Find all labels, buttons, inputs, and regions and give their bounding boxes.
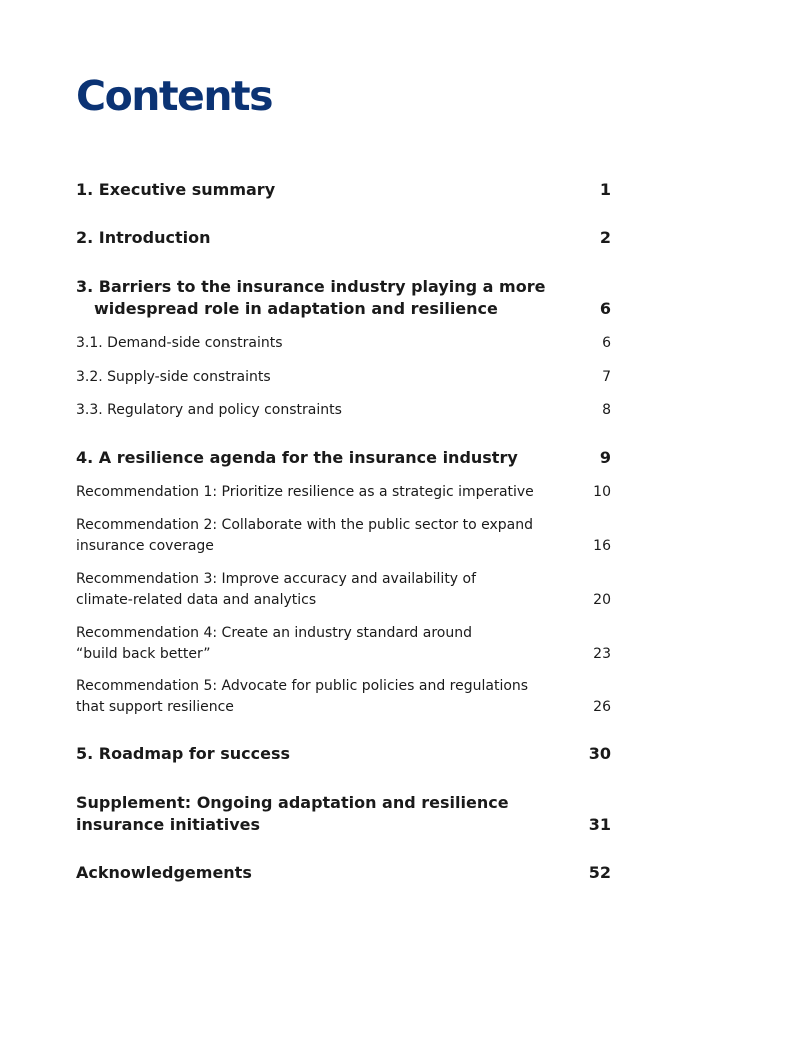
- toc-entry-label: Recommendation 5: Advocate for public policies and regulations that support resilience: [76, 678, 529, 715]
- toc-entry-supplement[interactable]: [76, 792, 611, 836]
- toc-entry-resilience-agenda[interactable]: [76, 447, 611, 469]
- toc-entry-roadmap[interactable]: [76, 743, 611, 765]
- toc-entry-page: 2: [599, 228, 611, 247]
- toc-entry-label: Supplement: Ongoing adaptation and resilience insurance initiatives: [76, 793, 509, 834]
- toc-entry-label: 1. Executive summary: [76, 180, 276, 199]
- toc-entry-recommendation-3[interactable]: [76, 569, 611, 610]
- toc-entry-supply-side[interactable]: [76, 367, 611, 388]
- toc-entry-recommendation-4[interactable]: [76, 623, 611, 664]
- toc-entry-page: 30: [588, 744, 611, 763]
- toc-entry-introduction[interactable]: [76, 227, 611, 249]
- toc-entry-label: Acknowledgements: [76, 863, 252, 882]
- toc-entry-label: 2. Introduction: [76, 228, 211, 247]
- toc-entry-label: 3.3. Regulatory and policy constraints: [76, 402, 342, 418]
- toc-entry-label: 5. Roadmap for success: [76, 744, 291, 763]
- toc-entry-page: 20: [593, 591, 611, 608]
- toc-entry-demand-side[interactable]: [76, 333, 611, 354]
- toc-entry-recommendation-1[interactable]: [76, 482, 611, 503]
- toc-entry-page: 52: [588, 863, 611, 882]
- toc-entry-page: 26: [593, 698, 611, 715]
- toc-entry-barriers[interactable]: [76, 276, 611, 320]
- toc-entry-executive-summary[interactable]: [76, 179, 611, 201]
- page-title: Contents: [76, 72, 273, 120]
- toc-entry-page: 8: [602, 402, 611, 418]
- toc-entry-label: 3.1. Demand-side constraints: [76, 335, 283, 351]
- toc-entry-page: 31: [588, 815, 611, 834]
- toc-entry-page: 7: [602, 369, 611, 385]
- toc-entry-page: 9: [599, 448, 611, 467]
- toc-entry-page: 10: [593, 484, 611, 500]
- toc-entry-label: Recommendation 2: Collaborate with the public sector to expand insurance coverage: [76, 517, 533, 554]
- toc-entry-page: 6: [599, 299, 611, 318]
- toc-entry-label: Recommendation 1: Prioritize resilience as a strategic imperative: [76, 484, 534, 500]
- toc-entry-recommendation-5[interactable]: [76, 676, 611, 717]
- toc-entry-page: 1: [599, 180, 611, 199]
- toc-entry-label: Recommendation 3: Improve accuracy and availability of climate-related data and analytics: [76, 571, 477, 608]
- toc-entry-label: 4. A resilience agenda for the insurance industry: [76, 448, 518, 467]
- toc-entry-page: 6: [602, 335, 611, 351]
- toc-entry-regulatory[interactable]: [76, 400, 611, 421]
- toc-entry-recommendation-2[interactable]: [76, 515, 611, 556]
- toc-entry-label: 3.2. Supply-side constraints: [76, 369, 271, 385]
- toc-entry-page: 23: [593, 645, 611, 662]
- toc-entry-page: 16: [593, 537, 611, 554]
- toc-entry-acknowledgements[interactable]: [76, 862, 611, 884]
- toc-entry-label: 3. Barriers to the insurance industry playing a more widespread role in adaptation and resilience: [76, 277, 546, 318]
- toc-entry-label: Recommendation 4: Create an industry standard around “build back better”: [76, 625, 472, 662]
